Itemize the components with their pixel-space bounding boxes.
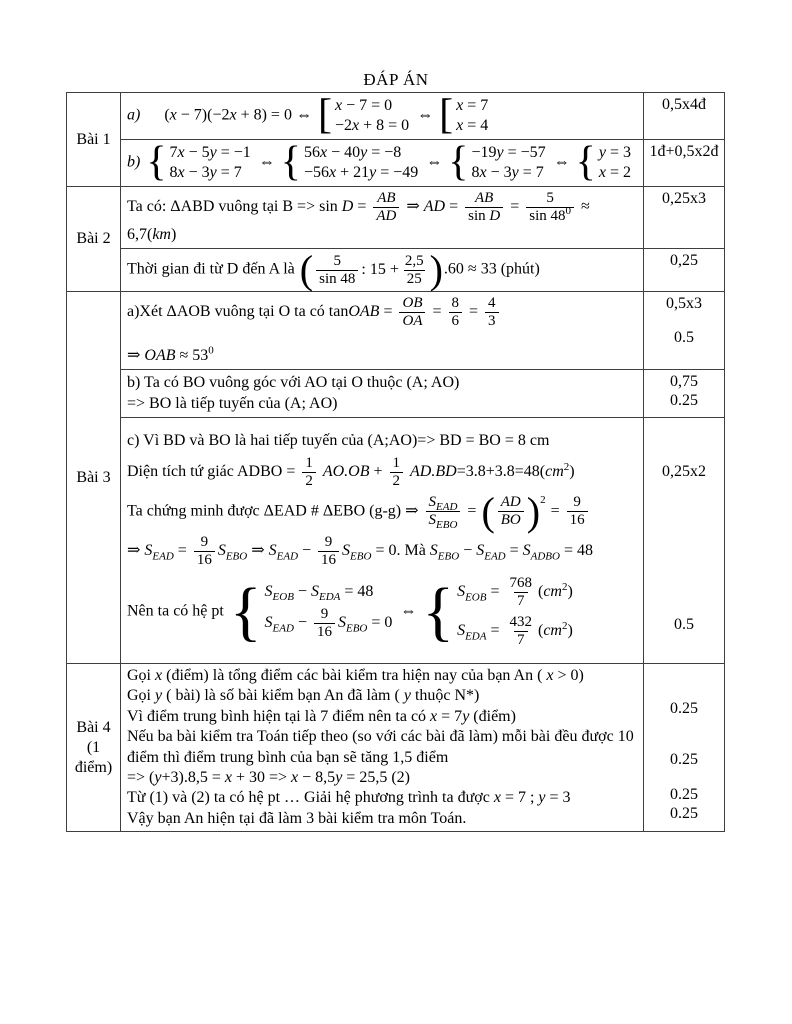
exponent: 2 — [540, 493, 546, 506]
score-value: 0.5 — [674, 616, 694, 633]
exercise-label-bai4 — [67, 664, 121, 832]
fraction: $\frac{9}{16}$ — [318, 534, 339, 569]
fraction: $\frac{9}{16}$ — [567, 494, 588, 529]
solution-line: b) Ta có BO vuông góc với AO tại O thuộc (A; AO) — [127, 374, 460, 391]
solution-line: Nếu ba bài kiểm tra Toán tiếp theo (so với các bài đã làm) mỗi bài đều được 10 — [127, 728, 634, 746]
equation-row: −2x + 8 = 0 — [334, 117, 410, 134]
solution-line: c) Vì BD và BO là hai tiếp tuyến của (A;AO)=> BD = BO = 8 cm — [127, 431, 550, 449]
score-value: 0,25x3 — [662, 190, 706, 207]
fraction: $\frac{768}{7}$ — [509, 574, 532, 609]
score-cell-4 — [644, 664, 725, 832]
equation-system — [229, 574, 395, 648]
table-row — [67, 249, 725, 292]
score-value: 0,5x4đ — [662, 96, 706, 113]
solution-content-3b — [121, 370, 644, 418]
solution-line: => BO là tiếp tuyến của (A; AO) — [127, 395, 338, 412]
fraction: $\frac{OB}{OA}$ — [399, 295, 425, 330]
parenthesized-expression: ( $\frac{5}{\sin 48}$ : 15 + $\frac{2,5}{25}$ ) — [299, 247, 443, 292]
fraction: $\frac{9}{16}$ — [314, 606, 335, 641]
label-line: Bài 3 — [76, 468, 111, 486]
solution-content-2b — [121, 249, 644, 292]
fraction: $\frac{4}{3}$ — [485, 295, 499, 330]
fraction: $\frac{S_{EAD}}{S_{EBO}}$ — [426, 494, 461, 529]
table-row — [67, 140, 725, 187]
equation-system — [280, 139, 421, 186]
table-row — [67, 664, 725, 832]
score-cell-1a — [644, 93, 725, 140]
score-value: 0.25 — [670, 700, 698, 717]
score-cell-3c — [644, 418, 725, 664]
fraction: $\frac{5}{\sin 48}$ — [316, 253, 358, 288]
equation-row: $S_{EDA}$ = $\frac{432}{7}$ $(cm^2)$ — [457, 613, 573, 648]
score-value: 1đ+0,5x2đ — [649, 143, 719, 160]
solution-content-3c — [121, 418, 644, 664]
equation-system — [317, 92, 411, 139]
fraction: $\frac{AD}{BO}$ — [498, 494, 524, 529]
fraction: $\frac{5}{\sin 48^0}$ — [526, 190, 574, 225]
solution-content-2a — [121, 187, 644, 249]
bracket-glyph: [ — [439, 92, 454, 139]
label-line: điểm) — [74, 758, 113, 776]
fraction: $\frac{AB}{\text{sin D}}$ — [465, 190, 503, 225]
solution-line: Gọi y ( bài) là số bài kiểm bạn An đã làm ( y thuộc N*) — [127, 687, 480, 705]
equation-row: x = 4 — [456, 117, 489, 134]
solution-line: Diện tích tứ giác ADBO = $\frac{1}{2}$ AO.OB + $\frac{1}{2}$ $AD.BD=3.8+3.8=48(cm^2)$ — [127, 454, 575, 489]
score-cell-1b — [644, 140, 725, 187]
fraction: $\frac{432}{7}$ — [509, 613, 532, 648]
solution-line: Thời gian đi từ D đến A là ( $\frac{5}{\sin 48}$ : 15 + $\frac{2,5}{25}$ ) .60 ≈ 33 (phút) — [127, 247, 540, 292]
exercise-label-bai3 — [67, 292, 121, 664]
score-value: 0.25 — [670, 805, 698, 822]
solution-line: a)Xét ΔAOB vuông tại O ta có tanOAB = $\frac{OB}{OA}$ = $\frac{8}{6}$ = $\frac{4}{3}$ — [127, 295, 639, 330]
solution-content-3a — [121, 292, 644, 370]
close-paren-glyph: ) — [526, 488, 541, 534]
bracket-glyph: { — [280, 139, 301, 186]
equation-row: x − 7 = 0 — [334, 97, 393, 114]
score-value: 0,25x2 — [662, 463, 706, 480]
equation-row: $S_{EAD}$ − $\frac{9}{16}$ $S_{EBO} = 0$ — [264, 606, 393, 640]
solution-line: điểm thì điểm trung bình của bạn sẽ tăng 1,5 điểm — [127, 748, 449, 766]
bracket-glyph: [ — [317, 92, 332, 139]
solution-line: ⇒ $S_{EAD}$ = $\frac{9}{16}$ $S_{EBO}$ ⇒ $S_{EAD}$ − $\frac{9}{16}$ $S_{EBO} = 0$. Mà $S_{EBO} - S_{EAD} = S_{ADBO} = 48$ — [127, 533, 593, 568]
solution-line: Vì điểm trung bình hiện tại là 7 điểm nên ta có x = 7y (điểm) — [127, 707, 516, 725]
solution-line: Nên ta có hệ pt { $S_{EOB} - S_{EDA} = 48$ $S_{EAD}$ − $\frac{9}{16}$ $S_{EBO} = 0$ ⇔ { $S_{EOB}$ = $\frac{768}{7}$ $(cm^2)$ $S_{EDA}$ = $\frac{432}{7}$ $(cm^2)$ — [127, 573, 639, 651]
bracket-glyph: { — [448, 139, 469, 186]
score-cell-3b — [644, 370, 725, 418]
solution-content-1b — [121, 140, 644, 187]
label-line: Bài 1 — [76, 130, 111, 148]
score-cell-2a — [644, 187, 725, 249]
table-row — [67, 418, 725, 664]
answer-table — [66, 92, 725, 832]
equation-row: $S_{EOB} - S_{EDA} = 48$ — [264, 583, 374, 604]
page-title: ĐÁP ÁN — [363, 70, 429, 89]
table-row — [67, 292, 725, 370]
open-paren-glyph: ( — [299, 247, 314, 292]
score-value: 0,25 — [670, 252, 698, 269]
solution-content-1a — [121, 93, 644, 140]
score-value: 0,5x3 — [666, 295, 702, 312]
fraction: $\frac{8}{6}$ — [449, 295, 463, 330]
fraction: $\frac{AB}{AD}$ — [373, 190, 399, 225]
equation-system — [448, 139, 547, 186]
solution-line: Vậy bạn An hiện tại đã làm 3 bài kiểm tra môn Toán. — [127, 809, 467, 827]
solution-line: b) { 7x − 5y = −1 8x − 3y = 7 ⇔ { 56x − 40y = −8 −56x + 21y = −49 ⇔ { −19y = −57 8x − 3y = 7 ⇔ { y = 3 x = 2 — [127, 139, 631, 186]
fraction: $\frac{2,5}{25}$ — [404, 252, 424, 287]
equation-row: 8x − 3y = 7 — [471, 164, 544, 181]
fraction: $\frac{9}{16}$ — [194, 534, 215, 569]
exercise-label-bai1 — [67, 93, 121, 187]
label-line: Bài 4 — [76, 718, 111, 736]
equation-row: y = 3 — [598, 144, 631, 161]
equation-row: 8x − 3y = 7 — [169, 164, 242, 181]
fraction: $\frac{1}{2}$ — [390, 455, 404, 490]
score-value: 0.25 — [670, 751, 698, 768]
score-value: 0.5 — [674, 329, 694, 346]
parenthesized-expression — [481, 488, 546, 534]
equation-system — [146, 139, 252, 186]
equation-row: $S_{EOB}$ = $\frac{768}{7}$ $(cm^2)$ — [457, 574, 573, 609]
equation-row: x = 7 — [456, 97, 489, 114]
label-line: (1 — [86, 738, 101, 756]
table-row — [67, 93, 725, 140]
equation-row: 7x − 5y = −1 — [169, 144, 251, 161]
equation-system — [439, 92, 490, 139]
bracket-glyph: { — [422, 574, 455, 648]
solution-line: Gọi x (điểm) là tổng điểm các bài kiểm tra hiện nay của bạn An ( x > 0) — [127, 667, 584, 684]
equation-row: −19y = −57 — [471, 144, 546, 161]
equation-row: −56x + 21y = −49 — [303, 164, 419, 181]
solution-line: Ta có: ΔABD vuông tại B => sin D = $\frac{AB}{AD}$ ⇒ AD = $\frac{AB}{\text{sin D}}$ = $\frac{5}{\sin 48^0}$ ≈ 6,7(km) — [127, 190, 590, 243]
score-value: 0.25 — [670, 786, 698, 803]
score-cell-3a — [644, 292, 725, 370]
table-row — [67, 370, 725, 418]
solution-line: => (y+3).8,5 = x + 30 => x − 8,5y = 25,5 (2) — [127, 769, 410, 787]
bracket-glyph: { — [229, 574, 262, 648]
close-paren-glyph: ) — [429, 247, 443, 292]
solution-line: Từ (1) và (2) ta có hệ pt … Giải hệ phương trình ta được x = 7 ; y = 3 — [127, 789, 571, 807]
solution-content-4 — [121, 664, 644, 832]
exercise-label-bai2 — [67, 187, 121, 292]
table-row — [67, 187, 725, 249]
open-paren-glyph: ( — [481, 488, 495, 534]
bracket-glyph: { — [146, 139, 167, 186]
fraction: $\frac{1}{2}$ — [302, 455, 316, 490]
equation-row: 56x − 40y = −8 — [303, 144, 402, 161]
bracket-glyph: { — [575, 139, 596, 186]
score-value: 0,75 — [670, 373, 698, 390]
score-cell-2b — [644, 249, 725, 292]
equation-system — [422, 573, 574, 651]
equation-system — [575, 139, 633, 186]
solution-line: Ta chứng minh được ΔEAD # ΔEBO (g-g) ⇒ $\frac{S_{EAD}}{S_{EBO}}$ = ( $\frac{AD}{BO}$ ) 2 = $\frac{9}{16}$ — [127, 494, 639, 530]
label-line: Bài 2 — [76, 230, 111, 247]
equation-row: x = 2 — [598, 164, 631, 181]
score-value: 0.25 — [670, 392, 698, 409]
solution-line: ⇒ OAB ≈ $53^0$ — [127, 344, 214, 364]
solution-line: a) (x − 7)(−2x + 8) = 0 ⇔ [ x − 7 = 0 −2x + 8 = 0 ⇔ [ x = 7 x = 4 — [127, 92, 489, 139]
